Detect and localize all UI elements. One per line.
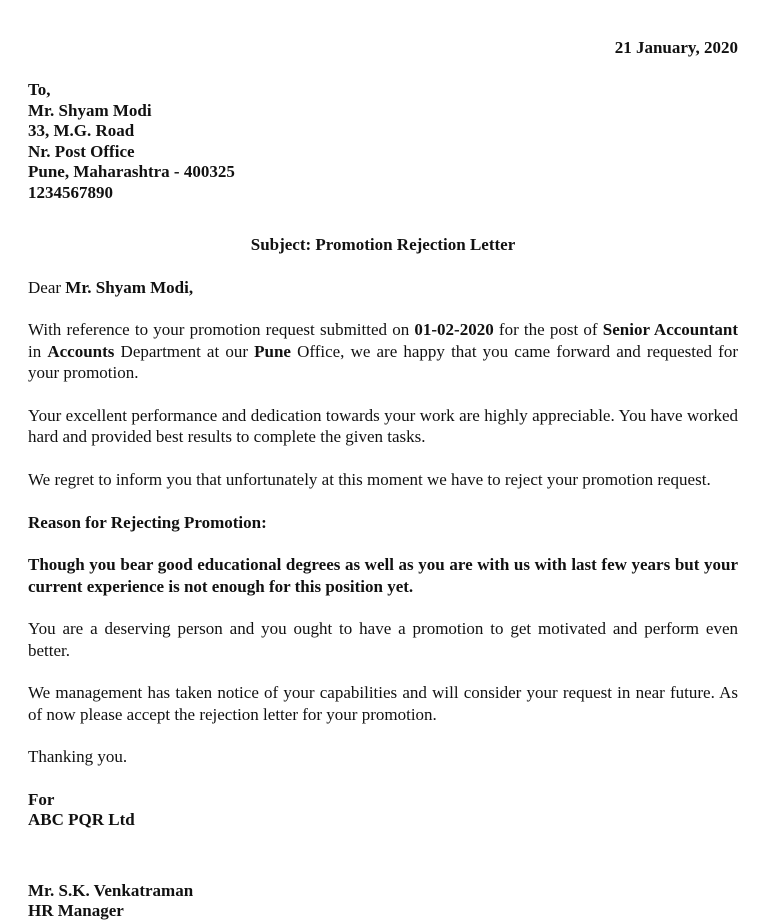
recipient-address-block [28,80,738,203]
signatory-designation: HR Manager [28,901,124,920]
recipient-address-line-1: 33, M.G. Road [28,121,135,140]
p1-request-date: 01-02-2020 [414,320,494,339]
closing-for-label: For [28,789,55,809]
closing-company-name: ABC PQR Ltd [28,810,135,829]
salutation-recipient-name: Mr. Shyam Modi, [65,278,194,297]
p1-text-2: for the post of [493,320,603,339]
letter-salutation [28,278,738,298]
p1-post-title: Senior Accountant [602,320,738,339]
letter-subject: Subject: Promotion Rejection Letter [250,235,516,254]
letter-date: 21 January, 2020 [614,38,738,57]
salutation-greeting: Dear [28,278,66,297]
body-paragraph-1 [28,298,738,384]
signature-block [28,881,738,922]
p1-text-1: With reference to your promotion request submitted on [28,320,415,339]
letter-body-column [28,0,738,922]
closing-block [28,790,738,831]
recipient-name: Mr. Shyam Modi [28,100,152,120]
p1-department: Accounts [47,341,115,361]
p1-text-5: Office, we are happy that you came forward and requested for your promotion. [28,341,738,382]
body-paragraph-6-thanks: Thanking you. [28,747,128,766]
p1-text-4: Department at our [114,341,255,361]
reason-heading: Reason for Rejecting Promotion: [28,513,267,532]
recipient-to-label: To, [28,80,51,99]
body-paragraph-2: Your excellent performance and dedication towards your work are highly appreciable. You have worked hard and provided best results to complete the given tasks. [28,405,738,446]
reason-text: Though you bear good educational degrees as well as you are with us with last few years but your current experience is not enough for this position yet. [28,555,738,596]
recipient-address-line-2: Nr. Post Office [28,141,135,161]
p1-office-location: Pune [254,341,291,361]
body-paragraph-4: You are a deserving person and you ought to have a promotion to get motivated and perform even better. [28,619,738,660]
signatory-name: Mr. S.K. Venkatraman [28,880,194,900]
body-paragraph-3-rejection: We regret to inform you that unfortunately at this moment we have to reject your promotion request. [28,469,711,489]
body-paragraph-5: We management has taken notice of your capabilities and will consider your request in near future. As of now please accept the rejection letter for your promotion. [28,683,738,724]
recipient-phone: 1234567890 [28,182,113,202]
recipient-address-line-3: Pune, Maharashtra - 400325 [28,162,235,181]
p1-text-3: in [28,341,48,361]
